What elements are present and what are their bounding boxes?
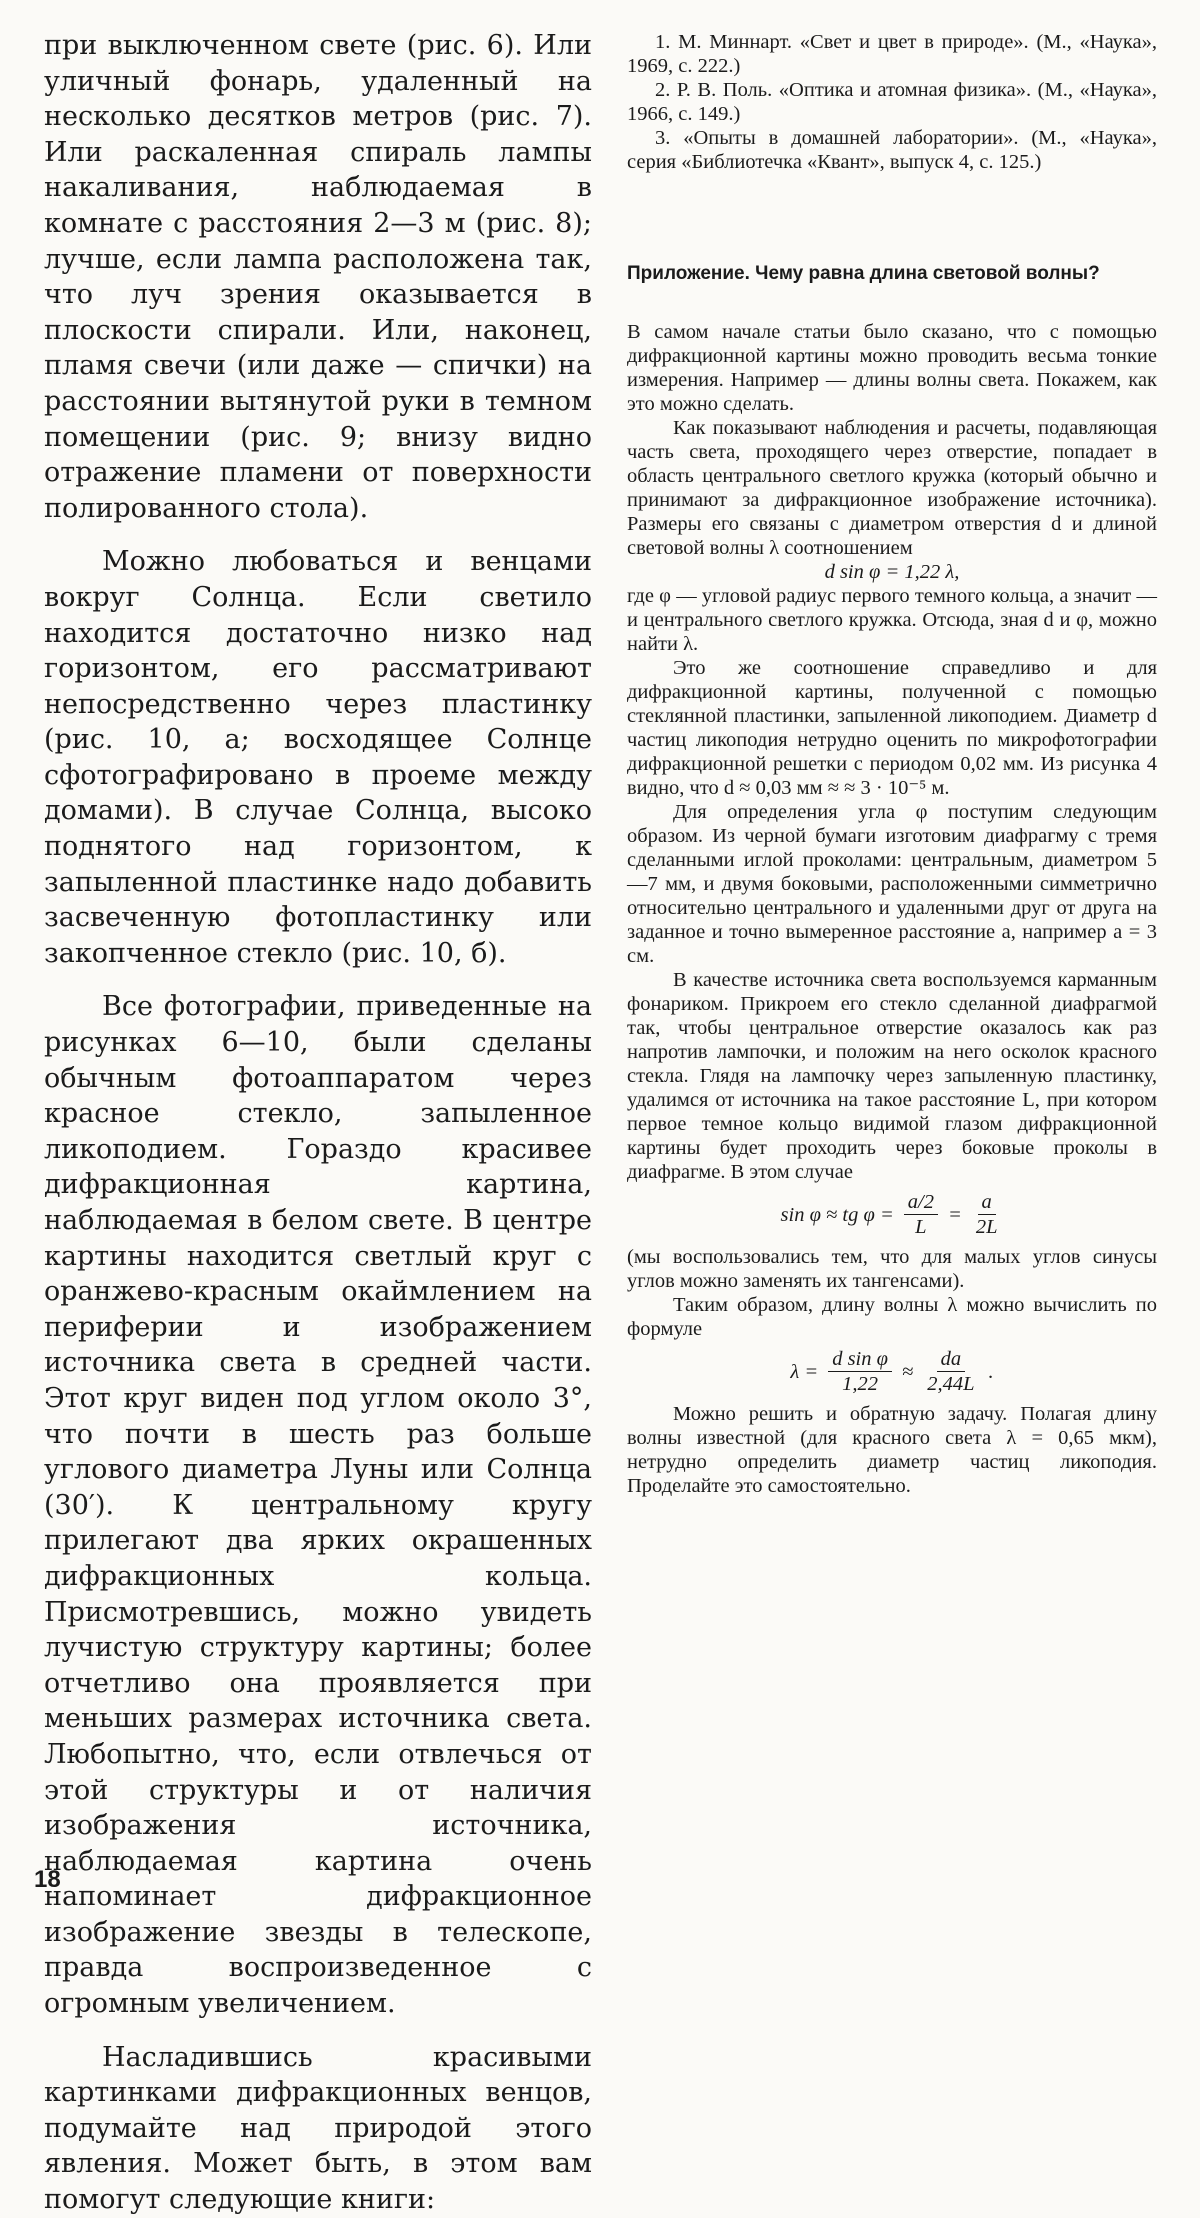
appendix-paragraph: где φ — угловой радиус первого темного кольца, а значит — и центрального светлого кружка. Отсюда, зная d и φ, можно найти λ.: [627, 585, 1157, 655]
fraction: [923, 1347, 978, 1396]
fraction-denominator: L: [915, 1216, 927, 1238]
reference-item: 3. «Опыты в домашней лаборатории». (М., «Наука», серия «Библиотечка «Квант», выпуск 4, с. 125.): [627, 127, 1157, 173]
formula-operator: =: [947, 1203, 962, 1226]
reference-item: 2. Р. В. Поль. «Оптика и атомная физика». (М., «Наука», 1966, с. 149.): [627, 79, 1157, 125]
appendix-body: [627, 320, 1157, 1498]
formula-end: .: [988, 1360, 994, 1383]
appendix-paragraph: В самом начале статьи было сказано, что с помощью дифракционной картины можно проводить весьма тонкие измерения. Например — длины волны света. Покажем, как это можно сделать.: [627, 321, 1157, 415]
left-paragraph-1: при выключенном свете (рис. 6). Или уличный фонарь, удаленный на несколько десятков метров (рис. 7). Или раскаленная спираль лампы накаливания, наблюдаемая в комнате с расстояния 2—3 м (рис. 8); лучше, если лампа расположена так, что луч зрения оказывается в плоскости спирали. Или, наконец, пламя свечи (или даже — спички) на расстоянии вытянутой руки в темном помещении (рис. 9; внизу видно отражение пламени от поверхности полированного стола).: [44, 30, 592, 524]
left-paragraph-2: Можно любоваться и венцами вокруг Солнца. Если светило находится достаточно низко над горизонтом, его рассматривают непосредственно через пластинку (рис. 10, а; восходящее Солнце сфотографировано в проеме между домами). В случае Солнца, высоко поднятого над горизонтом, к запыленной пластинке надо добавить засвеченную фотопластинку или закопченное стекло (рис. 10, б).: [44, 546, 592, 969]
reference-item: 1. М. Миннарт. «Свет и цвет в природе». (М., «Наука», 1969, с. 222.): [627, 31, 1157, 77]
fraction-numerator: a: [978, 1190, 996, 1215]
fraction: [904, 1190, 938, 1239]
appendix-paragraph: В качестве источника света воспользуемся карманным фонариком. Прикроем его стекло сделанной диафрагмой так, чтобы центральное отверстие оказалось как раз напротив лампочки, и положим на него осколок красного стекла. Глядя на лампочку через запыленную пластинку, удалимся от источника на такое расстояние L, при котором первое темное кольцо видимой глазом дифракционной картины будет проходить через боковые проколы в диафрагме. В этом случае: [627, 969, 1157, 1183]
fraction-numerator: da: [937, 1347, 966, 1372]
appendix-paragraph: Таким образом, длину волны λ можно вычислить по формуле: [627, 1294, 1157, 1340]
appendix-paragraph: Для определения угла φ поступим следующим образом. Из черной бумаги изготовим диафрагму с тремя сделанными иглой проколами: центральным, диаметром 5—7 мм, и двумя боковыми, расположенными симметрично относительно центрального и удаленными друг от друга на заданное и точно вымеренное расстояние a, например a = 3 см.: [627, 801, 1157, 967]
fraction: [828, 1347, 892, 1396]
page-number: 18: [34, 1866, 61, 1893]
fraction-denominator: 2,44L: [927, 1373, 975, 1395]
appendix-heading: Приложение. Чему равна длина световой волны?: [627, 263, 1100, 284]
formula-left: sin φ ≈ tg φ =: [780, 1203, 894, 1226]
left-column: [44, 28, 592, 2218]
left-paragraph-4: Насладившись красивыми картинками дифракционных венцов, подумайте над природой этого явления. Может быть, в этом вам помогут следующие книги:: [44, 2041, 592, 2216]
formula-small-angle: [627, 1190, 1157, 1239]
fraction-numerator: a/2: [904, 1190, 938, 1215]
reference-list: [627, 30, 1157, 174]
appendix-paragraph: Можно решить и обратную задачу. Полагая длину волны известной (для красного света λ = 0,65 мкм), нетрудно определить диаметр частиц ликоподия. Проделайте это самостоятельно.: [627, 1403, 1157, 1497]
formula-left: λ =: [790, 1360, 819, 1383]
right-column: [627, 30, 1157, 1498]
formula-diffraction: d sin φ = 1,22 λ,: [824, 561, 960, 583]
formula-operator: ≈: [901, 1360, 914, 1383]
fraction-denominator: 2L: [975, 1216, 998, 1238]
fraction-denominator: 1,22: [842, 1373, 879, 1395]
appendix-paragraph: (мы воспользовались тем, что для малых углов синусы углов можно заменять их тангенсами).: [627, 1246, 1157, 1292]
appendix-paragraph: Как показывают наблюдения и расчеты, подавляющая часть света, проходящего через отверстие, попадает в область центрального светлого кружка (который обычно и принимают за дифракционное изображение источника). Размеры его связаны с диаметром отверстия d и длиной световой волны λ соотношением: [627, 417, 1157, 559]
appendix-paragraph: Это же соотношение справедливо и для дифракционной картины, полученной с помощью стеклянной пластинки, запыленной ликоподием. Диаметр d частиц ликоподия нетрудно оценить по микрофотографии дифракционной решетки с периодом 0,02 мм. Из рисунка 4 видно, что d ≈ 0,03 мм ≈ ≈ 3 · 10⁻⁵ м.: [627, 657, 1157, 799]
fraction-numerator: d sin φ: [828, 1347, 892, 1372]
formula-wavelength: [627, 1347, 1157, 1396]
fraction: [972, 1190, 1002, 1239]
left-paragraph-3: Все фотографии, приведенные на рисунках 6—10, были сделаны обычным фотоаппаратом через красное стекло, запыленное ликоподием. Гораздо красивее дифракционная картина, наблюдаемая в белом свете. В центре картины находится светлый круг с оранжево-красным окаймлением на периферии и изображением источника света в средней части. Этот круг виден под углом около 3°, что почти в шесть раз больше углового диаметра Луны или Солнца (30′). К центральному кругу прилегают два ярких окрашенных дифракционных кольца. Присмотревшись, можно увидеть лучистую структуру картины; более отчетливо она проявляется при меньших размерах источника света. Любопытно, что, если отвлечься от этой структуры и от наличия изображения источника, наблюдаемая картина очень напоминает дифракционное изображение звезды в телескопе, правда воспроизведенное с огромным увеличением.: [44, 991, 592, 2020]
